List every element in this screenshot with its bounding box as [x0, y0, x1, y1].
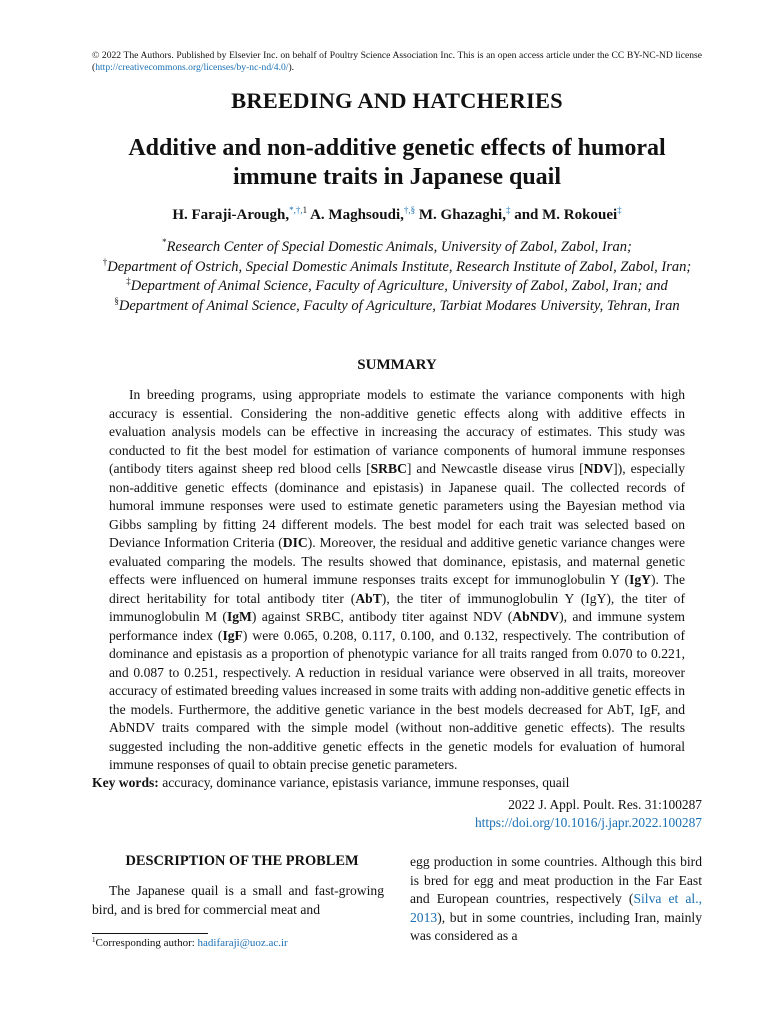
- right-column: [410, 853, 702, 946]
- summary-text: ) against SRBC, antibody titer against NDV (: [251, 609, 513, 624]
- doi-link[interactable]: https://doi.org/10.1016/j.japr.2022.100287: [474, 815, 702, 830]
- left-column: [92, 853, 384, 919]
- author-affiliation-marks[interactable]: *,†,: [289, 205, 303, 215]
- author-affiliation-marks[interactable]: ‡: [505, 205, 511, 215]
- footnote-mark: 1: [92, 936, 96, 944]
- summary-text: ) were 0.065, 0.208, 0.117, 0.100, and 0.132, respectively. The contribution of dominance and epistasis as a proportion of phenotypic variance for all traits ranged from 0.070 to 0.221, and 0.087 to 0.251, respectively. A reduction in residual variance were observed in all traits, moreover accuracy of estimated breeding values increased in some traits with adding non-additive genetic effects in the models. Furthermore, the additive genetic variance in the best models decreased for AbT, IgF, and AbNDV traits compared with the simple model (without non-additive genetic effects). The results suggested including the non-additive genetic effects in the genetic models for evaluation of humoral immune responses of quail to obtain precise genetic parameters.: [109, 627, 685, 772]
- license-end: ).: [288, 62, 295, 73]
- author-footnote-mark[interactable]: 1: [302, 205, 308, 215]
- summary-text: In breeding programs, using appropriate models to estimate the variance components with high accuracy is essential. Considering the non-additive genetic effects along with additive effects in evaluation analysis models can be effective in increasing the accuracy of estimates. This study was conducted to fit the best model for estimation of variance components of humoral immune responses (antibody titers against sheep red blood cells [: [109, 387, 685, 476]
- abbrev: DIC: [282, 535, 308, 550]
- reference-link[interactable]: Silva et al., 2013: [410, 891, 702, 925]
- affiliation-mark: §: [114, 295, 119, 306]
- affiliation-text: Department of Animal Science, Faculty of Agriculture, University of Zabol, Zabol, Iran; and: [130, 278, 668, 295]
- description-heading: DESCRIPTION OF THE PROBLEM: [125, 853, 359, 869]
- affiliation-mark: *: [162, 237, 167, 247]
- summary-text: ). The direct heritability for total antibody titer (: [109, 572, 685, 606]
- paragraph-text: ), but in some countries, including Iran, mainly was considered as a: [410, 909, 702, 943]
- affiliation-text: Department of Ostrich, Special Domestic Animals Institute, Research Institute of Zabol, Zabol, Iran;: [107, 258, 692, 275]
- author-affiliation-marks[interactable]: ‡: [617, 205, 622, 215]
- abbrev: IgM: [226, 609, 252, 624]
- abbrev: AbT: [355, 590, 382, 606]
- paragraph-text: egg production in some countries. Although this bird is bred for egg and meat production in the Far East and European countries, respectively (: [410, 854, 702, 906]
- abbrev: IgY: [629, 572, 651, 587]
- author-name: and M. Rokouei: [514, 207, 618, 223]
- summary-heading: SUMMARY: [357, 357, 437, 373]
- abbrev: IgF: [222, 627, 243, 643]
- footnote-divider: [92, 933, 208, 934]
- summary-body: [109, 386, 685, 775]
- author-affiliation-marks[interactable]: †,§: [403, 205, 416, 215]
- author-name: H. Faraji-Arough,: [172, 207, 290, 223]
- journal-reference: 2022 J. Appl. Poult. Res. 31:100287: [508, 797, 702, 812]
- keywords-text: accuracy, dominance variance, epistasis variance, immune responses, quail: [162, 775, 570, 790]
- author-name: A. Maghsoudi,: [310, 207, 404, 223]
- summary-text: ), the titer of immunoglobulin Y (IgY), the titer of immunoglobulin M (: [109, 590, 686, 624]
- section-title: BREEDING AND HATCHERIES: [231, 88, 563, 113]
- affiliations: [92, 238, 702, 316]
- summary-text: ). Moreover, the residual and additive genetic variance changes were evaluated comparing the models. The results showed that dominance, epistasis, and maternal genetic effects were influenced on humeral immune responses traits except for immunoglobulin Y (: [109, 535, 685, 587]
- license-link[interactable]: http://creativecommons.org/licenses/by-nc-nd/4.0/: [95, 62, 289, 73]
- affiliation-text: Research Center of Special Domestic Animals, University of Zabol, Zabol, Iran;: [166, 239, 632, 255]
- keywords-label: Key words:: [92, 775, 159, 790]
- license-text: © 2022 The Authors. Published by Elsevier Inc. on behalf of Poultry Science Association Inc. This is an open access article under the CC BY-NC-ND license (: [92, 50, 702, 73]
- summary-text: ), and immune system performance index (: [109, 609, 686, 643]
- affiliation-mark: †: [102, 256, 108, 267]
- keywords: [92, 775, 702, 791]
- article-title: Additive and non-additive genetic effects of humoral immune traits in Japanese quail: [128, 135, 666, 190]
- email-link[interactable]: hadifaraji@uoz.ac.ir: [197, 937, 288, 949]
- affiliation-text: Department of Animal Science, Faculty of Agriculture, Tarbiat Modares University, Tehran, Iran: [118, 297, 680, 314]
- footnote-label: Corresponding author:: [95, 937, 198, 949]
- footnote: [92, 937, 288, 949]
- abbrev: AbNDV: [512, 609, 560, 624]
- description-paragraph: The Japanese quail is a small and fast-growing bird, and is bred for commercial meat and: [92, 883, 384, 917]
- author-name: M. Ghazaghi,: [418, 207, 506, 223]
- license-notice: [92, 50, 702, 74]
- abbrev: SRBC: [370, 461, 407, 476]
- summary-text: ] and Newcastle disease virus [: [406, 461, 584, 476]
- abbrev: NDV: [583, 461, 614, 476]
- description-paragraph-continued: [410, 853, 702, 946]
- summary-text: ]), especially non-additive genetic effects (dominance and epistasis) in Japanese quail. The collected records of humoral immune responses were used to estimate genetic parameters using the Bayesian method via Gibbs sampling by fitting 24 different models. The best model for each trait was selected based on Deviance Information Criteria (: [109, 461, 685, 550]
- affiliation-mark: ‡: [126, 276, 131, 287]
- journal-citation: [475, 796, 702, 832]
- author-list: [92, 205, 702, 225]
